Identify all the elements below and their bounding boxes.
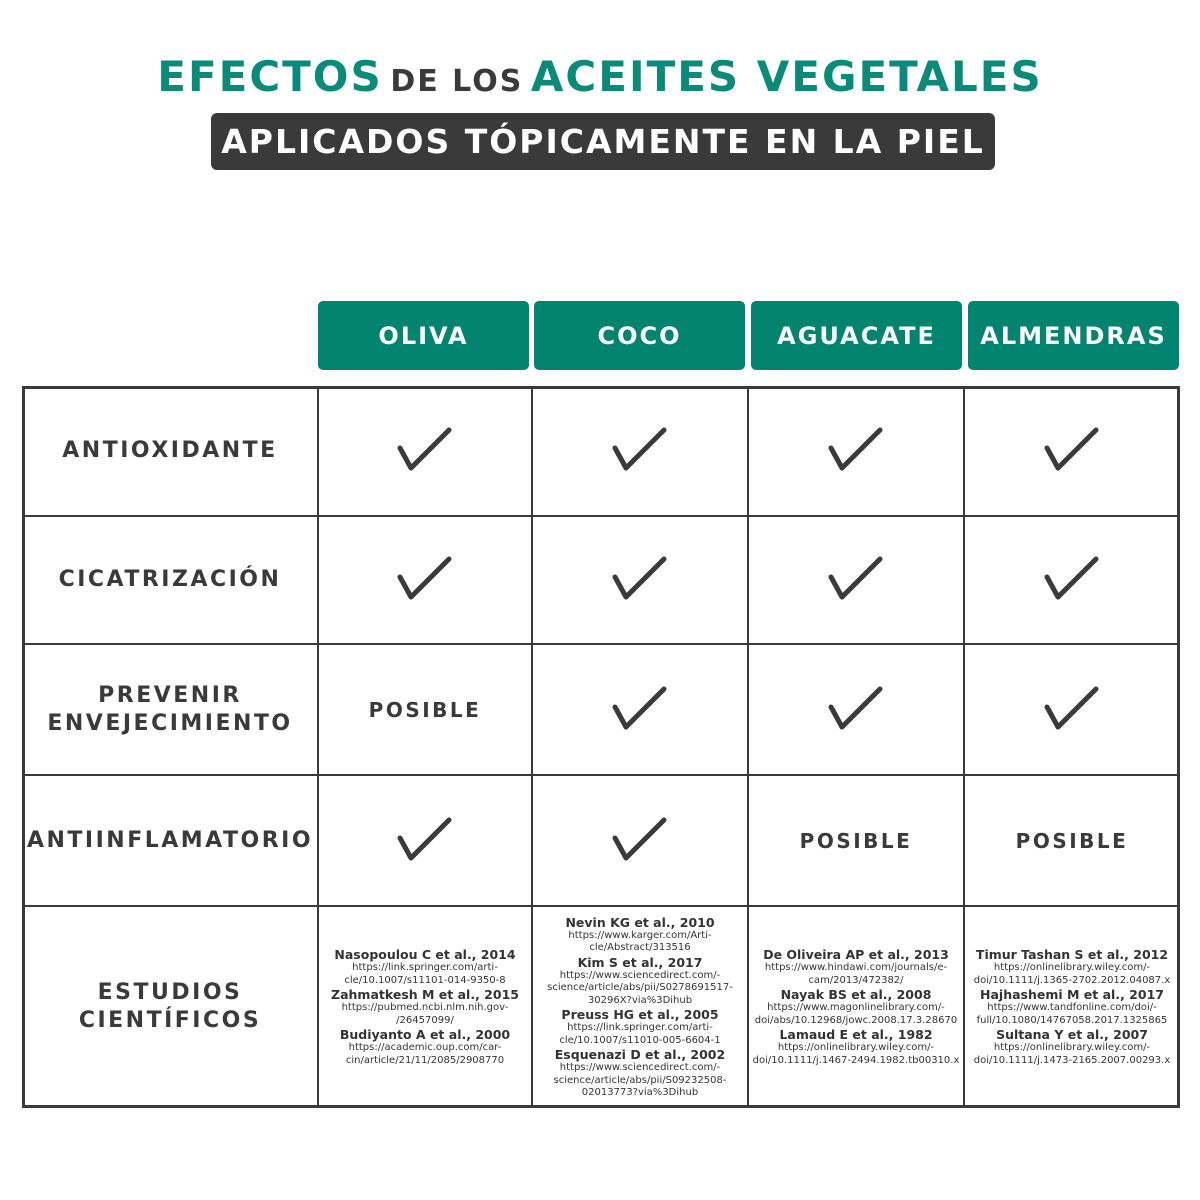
reference-url[interactable]: https://www.sciencedirect.com/- science/article/abs/pii/S0278691517- 30296X?via%3Dihub (547, 969, 733, 1006)
checkmark-icon (828, 685, 884, 735)
posible-label: POSIBLE (799, 828, 913, 853)
checkmark-icon (397, 816, 453, 866)
checkmark-icon (1044, 555, 1100, 605)
reference-author: Zahmatkesh M et al., 2015 (331, 987, 519, 1002)
checkmark-icon (397, 555, 453, 605)
title-aceites: ACEITES VEGETALES (530, 52, 1043, 101)
studies-cell (964, 906, 1180, 1108)
row-label: ANTIINFLAMATORIO (26, 827, 314, 853)
reference-author: Budiyanto A et al., 2000 (339, 1027, 511, 1042)
studies-label: ESTUDIOS CIENTÍFICOS (78, 980, 262, 1033)
reference-url[interactable]: https://www.sciencedirect.com/- science/article/abs/pii/S09232508- 02013773?via%3Dihub (553, 1062, 727, 1098)
column-header-coco: COCO (534, 301, 745, 370)
studies-label-cell (22, 906, 318, 1108)
reference-url[interactable]: https://onlinelibrary.wiley.com/- doi/10.1111/j.1467-2494.1982.tb00310.x (752, 1042, 960, 1066)
posible-label: POSIBLE (368, 697, 482, 722)
checkmark-icon (1044, 685, 1100, 735)
value-cell (318, 516, 532, 644)
checkmark-icon (828, 426, 884, 476)
row-label-cell (22, 775, 318, 906)
studies-cell (532, 906, 748, 1108)
value-cell (964, 644, 1180, 775)
checkmark-icon (612, 555, 668, 605)
checkmark-icon (828, 555, 884, 605)
reference-author: Nevin KG et al., 2010 (565, 914, 715, 930)
column-header-almendras: ALMENDRAS (968, 301, 1179, 370)
row-label: CICATRIZACIÓN (58, 567, 282, 592)
reference-url[interactable]: https://www.magonlinelibrary.com/- doi/abs/10.12968/jowc.2008.17.3.28670 (754, 1002, 958, 1026)
reference-author: Lamaud E et al., 1982 (779, 1027, 933, 1042)
checkmark-icon (1044, 426, 1100, 476)
checkmark-icon (612, 816, 668, 866)
value-cell (748, 775, 964, 906)
reference-url[interactable]: https://link.springer.com/arti- cle/10.1007/s11101-014-9350-8 (344, 962, 506, 986)
title-de-los: DE LOS (390, 64, 524, 99)
title-efectos: EFECTOS (157, 52, 383, 101)
value-cell (318, 386, 532, 516)
posible-label: POSIBLE (1015, 828, 1129, 853)
reference-url[interactable]: https://pubmed.ncbi.nlm.nih.gov- /26457099/ (341, 1002, 509, 1026)
main-title (0, 52, 1200, 101)
row-label-cell (22, 516, 318, 644)
reference-url[interactable]: https://www.hindawi.com/journals/e- cam/2013/472382/ (764, 962, 948, 986)
reference-author: Hajhashemi M et al., 2017 (980, 987, 1164, 1002)
reference-url[interactable]: https://onlinelibrary.wiley.com/- doi/10.1111/j.1365-2702.2012.04087.x (973, 962, 1171, 986)
value-cell (318, 775, 532, 906)
value-cell (964, 516, 1180, 644)
reference-url[interactable]: https://onlinelibrary.wiley.com/- doi/10.1111/j.1473-2165.2007.00293.x (973, 1042, 1171, 1066)
row-label: ANTIOXIDANTE (62, 438, 278, 463)
reference-url[interactable]: https://link.springer.com/arti- cle/10.1007/s11010-005-6604-1 (559, 1022, 721, 1046)
value-cell (748, 516, 964, 644)
reference-author: Nasopoulou C et al., 2014 (334, 947, 516, 962)
reference-author: Sultana Y et al., 2007 (996, 1027, 1148, 1042)
reference-author: Preuss HG et al., 2005 (561, 1007, 719, 1022)
value-cell (964, 775, 1180, 906)
reference-author: Nayak BS et al., 2008 (780, 987, 932, 1002)
value-cell (532, 386, 748, 516)
row-label: PREVENIR ENVEJECIMIENTO (47, 682, 293, 736)
studies-cell (748, 906, 964, 1108)
value-cell (532, 516, 748, 644)
reference-url[interactable]: https://www.tandfonline.com/doi/- full/10.1080/14767058.2017.1325865 (976, 1002, 1168, 1026)
reference-author: Timur Tashan S et al., 2012 (975, 947, 1169, 962)
row-label-cell (22, 386, 318, 516)
value-cell (532, 644, 748, 775)
value-cell (964, 386, 1180, 516)
column-header-aguacate: AGUACATE (751, 301, 962, 370)
column-header-oliva: OLIVA (318, 301, 529, 370)
subtitle-banner: APLICADOS TÓPICAMENTE EN LA PIEL (211, 113, 995, 170)
reference-url[interactable]: https://academic.oup.com/car- cin/article/21/11/2085/2908770 (345, 1042, 505, 1066)
value-cell (748, 644, 964, 775)
checkmark-icon (397, 426, 453, 476)
row-label-cell (22, 644, 318, 775)
value-cell (532, 775, 748, 906)
reference-author: Kim S et al., 2017 (577, 954, 703, 970)
value-cell (748, 386, 964, 516)
studies-cell (318, 906, 532, 1108)
checkmark-icon (612, 685, 668, 735)
reference-author: Esquenazi D et al., 2002 (554, 1047, 726, 1062)
reference-author: De Oliveira AP et al., 2013 (763, 947, 949, 962)
value-cell (318, 644, 532, 775)
reference-url[interactable]: https://www.karger.com/Arti- cle/Abstract/313516 (568, 929, 712, 953)
checkmark-icon (612, 426, 668, 476)
